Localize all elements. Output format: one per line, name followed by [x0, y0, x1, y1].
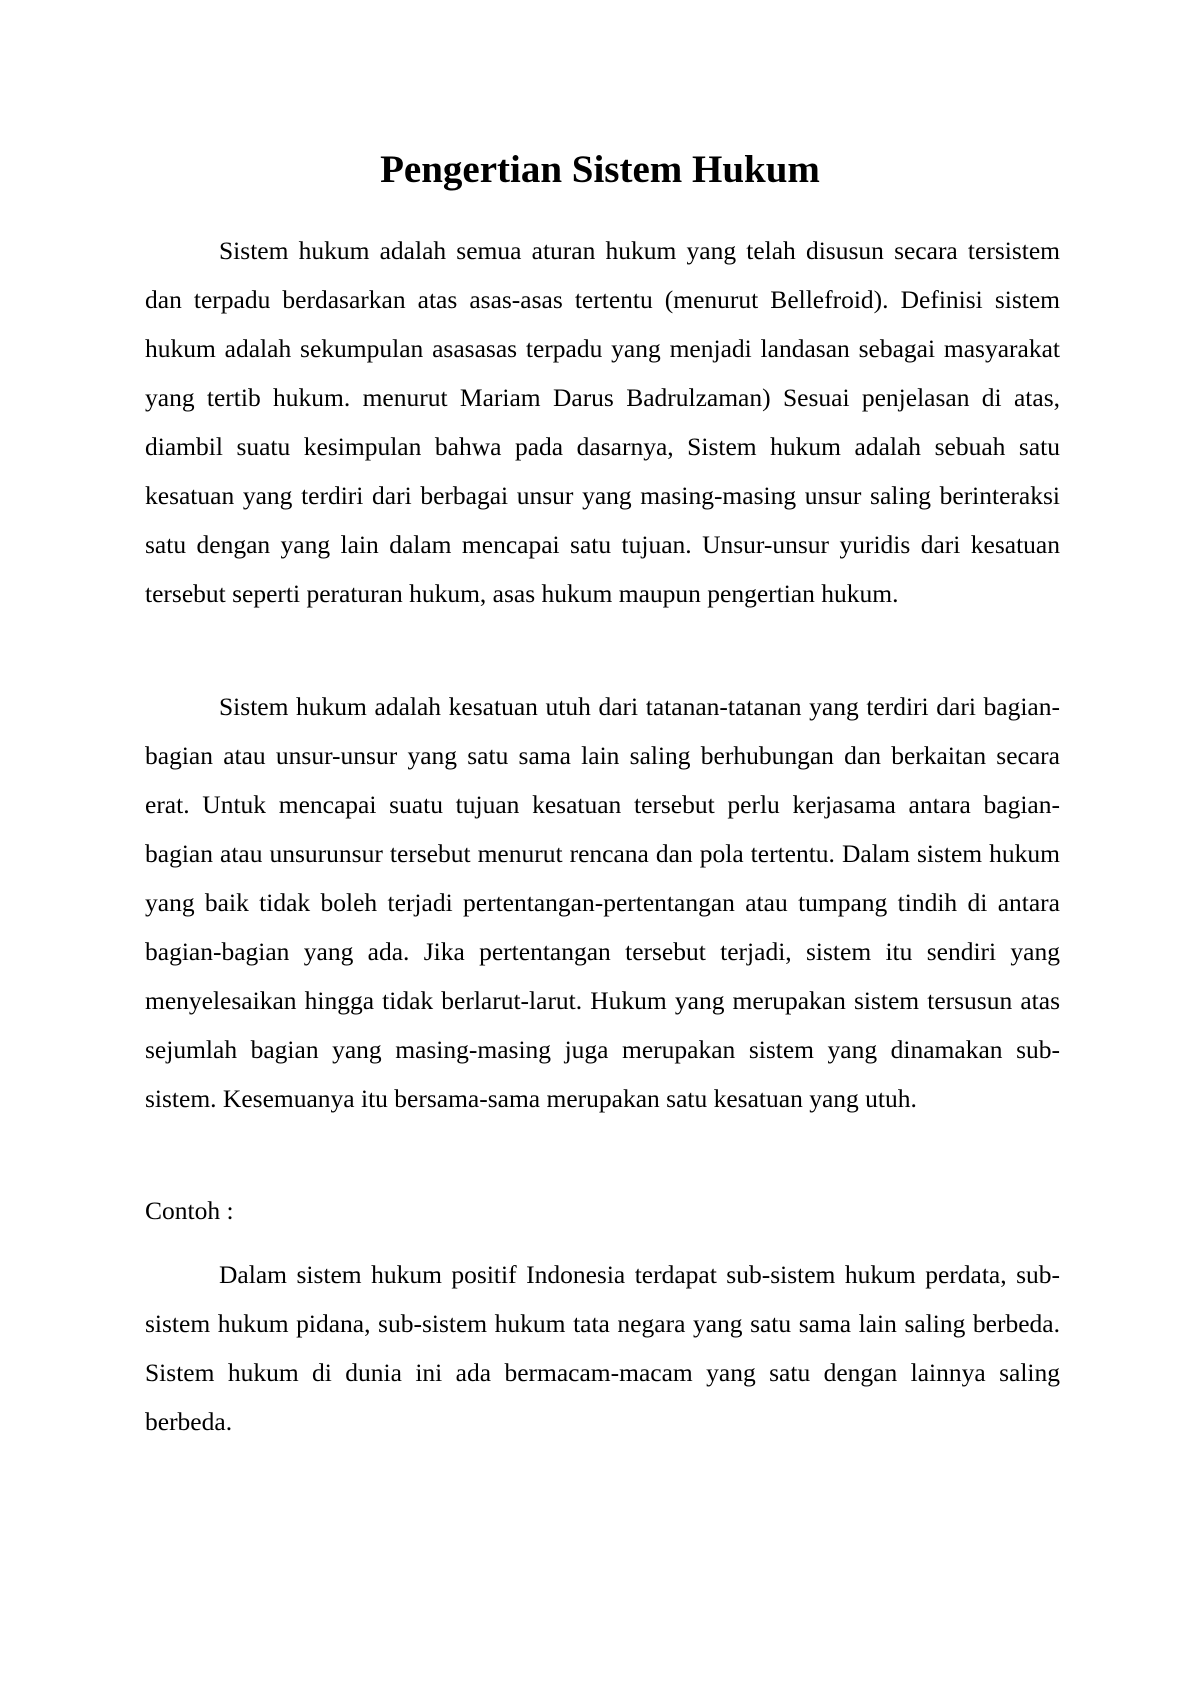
example-heading: Contoh :	[145, 1196, 234, 1225]
document-title: Pengertian Sistem Hukum	[380, 148, 820, 191]
paragraph-definition: Sistem hukum adalah semua aturan hukum yang telah disusun secara tersistem dan terpadu berdasarkan atas asas-asas tertentu (menurut Bellefroid). Definisi sistem hukum adalah sekumpulan asasasas terpadu yang menjadi landasan sebagai masyarakat yang tertib hukum. menurut Mariam Darus Badrulzaman) Sesuai penjelasan di atas, diambil suatu kesimpulan bahwa pada dasarnya, Sistem hukum adalah sebuah satu kesatuan yang terdiri dari berbagai unsur yang masing-masing unsur saling berinteraksi satu dengan yang lain dalam mencapai satu tujuan. Unsur-unsur yuridis dari kesatuan tersebut seperti peraturan hukum, asas hukum maupun pengertian hukum.	[145, 236, 1060, 608]
paragraph-unity: Sistem hukum adalah kesatuan utuh dari tatanan-tatanan yang terdiri dari bagian-bagian atau unsur-unsur yang satu sama lain saling berhubungan dan berkaitan secara erat. Untuk mencapai suatu tujuan kesatuan tersebut perlu kerjasama antara bagian-bagian atau unsurunsur tersebut menurut rencana dan pola tertentu. Dalam sistem hukum yang baik tidak boleh terjadi pertentangan-pertentangan atau tumpang tindih di antara bagian-bagian yang ada. Jika pertentangan tersebut terjadi, sistem itu sendiri yang menyelesaikan hingga tidak berlarut-larut. Hukum yang merupakan sistem tersusun atas sejumlah bagian yang masing-masing juga merupakan sistem yang dinamakan sub-sistem. Kesemuanya itu bersama-sama merupakan satu kesatuan yang utuh.	[145, 692, 1060, 1113]
paragraph-example: Dalam sistem hukum positif Indonesia terdapat sub-sistem hukum perdata, sub-sistem hukum pidana, sub-sistem hukum tata negara yang satu sama lain saling berbeda. Sistem hukum di dunia ini ada bermacam-macam yang satu dengan lainnya saling berbeda.	[145, 1260, 1060, 1436]
